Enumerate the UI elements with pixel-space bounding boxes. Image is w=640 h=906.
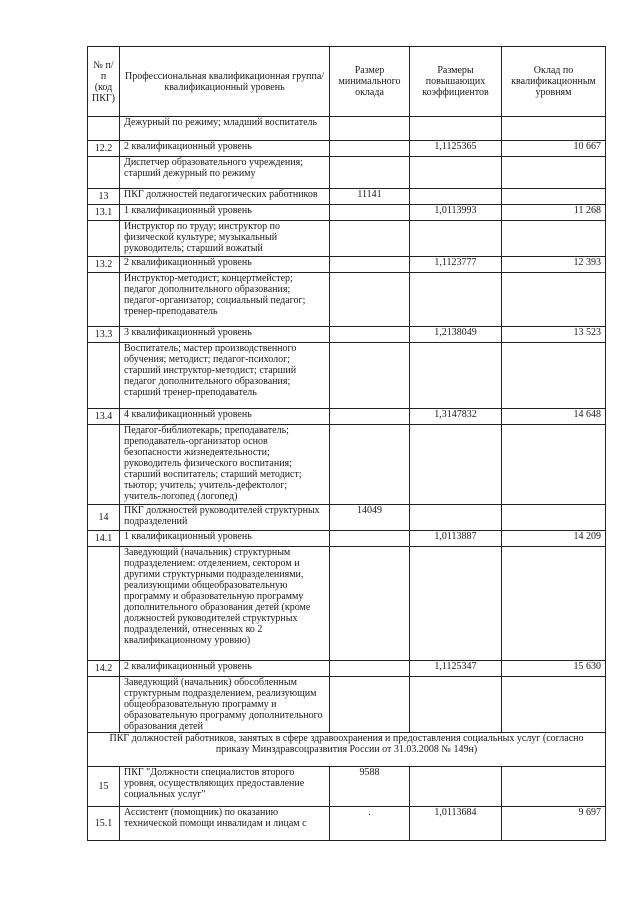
row-code xyxy=(88,117,120,141)
table-row xyxy=(88,205,606,221)
section-row xyxy=(88,733,606,767)
section-title: ПКГ должностей работников, занятых в сфере здравоохранения и предоставления социальных услуг (согласно приказу Минздравсоцразвития России от 31.03.2008 № 149н) xyxy=(88,733,606,767)
row-coefficient xyxy=(410,157,502,189)
row-name: ПКГ должностей руководителей структурных подразделений xyxy=(120,505,330,531)
table-row xyxy=(88,221,606,257)
row-min-salary xyxy=(330,327,410,343)
row-code xyxy=(88,157,120,189)
row-coefficient xyxy=(410,767,502,807)
row-name: 4 квалификационный уровень xyxy=(120,409,330,425)
row-name: 2 квалификационный уровень xyxy=(120,141,330,157)
table-row xyxy=(88,157,606,189)
header-salary: Оклад по квалификационным уровням xyxy=(502,47,606,117)
row-name: 1 квалификационный уровень xyxy=(120,205,330,221)
row-min-salary xyxy=(330,205,410,221)
row-name: 3 квалификационный уровень xyxy=(120,327,330,343)
header-group: Профессиональная квалификационная группа/квалификационный уровень xyxy=(120,47,330,117)
row-salary: 14 648 xyxy=(502,409,606,425)
row-name: ПКГ "Должности специалистов второго уровня, осуществляющих предоставление социальных услуг" xyxy=(120,767,330,807)
table-row xyxy=(88,343,606,409)
row-salary xyxy=(502,677,606,733)
row-min-salary xyxy=(330,677,410,733)
row-salary xyxy=(502,189,606,205)
row-name: 2 квалификационный уровень xyxy=(120,661,330,677)
row-code: 13.1 xyxy=(88,205,120,221)
row-coefficient: 1,1125365 xyxy=(410,141,502,157)
row-min-salary xyxy=(330,409,410,425)
row-min-salary xyxy=(330,425,410,505)
row-min-salary xyxy=(330,141,410,157)
row-min-salary xyxy=(330,661,410,677)
row-coefficient xyxy=(410,189,502,205)
header-coefficients: Размеры повышающих коэффициентов xyxy=(410,47,502,117)
row-coefficient xyxy=(410,117,502,141)
row-salary: 15 630 xyxy=(502,661,606,677)
row-coefficient: 1,0113993 xyxy=(410,205,502,221)
row-code: 13 xyxy=(88,189,120,205)
table-row xyxy=(88,505,606,531)
table-row xyxy=(88,547,606,661)
row-code: 13.3 xyxy=(88,327,120,343)
row-code: 13.4 xyxy=(88,409,120,425)
table-row xyxy=(88,531,606,547)
row-name: Воспитатель; мастер производственного обучения; методист; педагог-психолог; старший инструктор-методист; старший педагог дополнительного образования; старший тренер-преподаватель xyxy=(120,343,330,409)
row-coefficient xyxy=(410,547,502,661)
row-code: 14.1 xyxy=(88,531,120,547)
row-name: Заведующий (начальник) структурным подразделением: отделением, сектором и другими структурными подразделениями, реализующими общеобразовательную программу и образовательную программу дополнительного образования детей (кроме должностей руководителей структурных подразделений, отнесенных ко 2 квалификационному уровню) xyxy=(120,547,330,661)
row-salary xyxy=(502,505,606,531)
table-row xyxy=(88,117,606,141)
row-min-salary xyxy=(330,117,410,141)
table-row xyxy=(88,409,606,425)
row-salary xyxy=(502,221,606,257)
table-row xyxy=(88,807,606,841)
header-code: № п/п (код ПКГ) xyxy=(88,47,120,117)
row-name: 1 квалификационный уровень xyxy=(120,531,330,547)
row-coefficient xyxy=(410,425,502,505)
row-coefficient: 1,0113684 xyxy=(410,807,502,841)
table-row xyxy=(88,141,606,157)
row-salary: 14 209 xyxy=(502,531,606,547)
row-coefficient xyxy=(410,221,502,257)
row-code xyxy=(88,547,120,661)
row-coefficient: 1,1123777 xyxy=(410,257,502,273)
row-salary: 13 523 xyxy=(502,327,606,343)
table-row xyxy=(88,189,606,205)
row-min-salary: 9588 xyxy=(330,767,410,807)
row-code: 12.2 xyxy=(88,141,120,157)
row-min-salary xyxy=(330,157,410,189)
row-coefficient: 1,0113887 xyxy=(410,531,502,547)
row-name: Заведующий (начальник) обособленным структурным подразделением, реализующим общеобразовательную программу и образовательную программу дополнительного образования детей xyxy=(120,677,330,733)
row-code xyxy=(88,273,120,327)
row-name: Педагог-библиотекарь; преподаватель; преподаватель-организатор основ безопасности жизнедеятельности; руководитель физического воспитания; старший воспитатель; старший методист; тьютор; учитель; учитель-дефектолог; учитель-логопед (логопед) xyxy=(120,425,330,505)
row-salary xyxy=(502,343,606,409)
table-row xyxy=(88,767,606,807)
row-min-salary xyxy=(330,257,410,273)
row-name: 2 квалификационный уровень xyxy=(120,257,330,273)
row-name: Дежурный по режиму; младший воспитатель xyxy=(120,117,330,141)
row-coefficient: 1,2138049 xyxy=(410,327,502,343)
table-row xyxy=(88,257,606,273)
row-coefficient xyxy=(410,677,502,733)
row-code xyxy=(88,677,120,733)
row-code: 15 xyxy=(88,767,120,807)
row-salary xyxy=(502,117,606,141)
row-code xyxy=(88,221,120,257)
row-coefficient: 1,3147832 xyxy=(410,409,502,425)
row-min-salary: . xyxy=(330,807,410,841)
row-code: 14 xyxy=(88,505,120,531)
row-salary: 10 667 xyxy=(502,141,606,157)
row-name: Инструктор по труду; инструктор по физической культуре; музыкальный руководитель; старший вожатый xyxy=(120,221,330,257)
row-min-salary xyxy=(330,547,410,661)
row-coefficient xyxy=(410,343,502,409)
table-row xyxy=(88,677,606,733)
row-salary: 12 393 xyxy=(502,257,606,273)
table-row xyxy=(88,273,606,327)
row-coefficient xyxy=(410,273,502,327)
table-header-row xyxy=(88,47,606,117)
row-min-salary xyxy=(330,343,410,409)
row-code xyxy=(88,343,120,409)
table-row xyxy=(88,661,606,677)
header-min-salary: Размер минимального оклада xyxy=(330,47,410,117)
row-salary xyxy=(502,767,606,807)
row-salary: 9 697 xyxy=(502,807,606,841)
row-min-salary: 14049 xyxy=(330,505,410,531)
row-salary xyxy=(502,157,606,189)
row-min-salary: 11141 xyxy=(330,189,410,205)
row-coefficient xyxy=(410,505,502,531)
row-salary: 11 268 xyxy=(502,205,606,221)
row-name: Ассистент (помощник) по оказанию технической помощи инвалидам и лицам с xyxy=(120,807,330,841)
row-salary xyxy=(502,547,606,661)
row-min-salary xyxy=(330,221,410,257)
row-code: 14.2 xyxy=(88,661,120,677)
row-salary xyxy=(502,425,606,505)
row-min-salary xyxy=(330,273,410,327)
row-min-salary xyxy=(330,531,410,547)
salary-table xyxy=(87,46,606,841)
table-row xyxy=(88,327,606,343)
table-row xyxy=(88,425,606,505)
row-code: 13.2 xyxy=(88,257,120,273)
row-name: Диспетчер образовательного учреждения; старший дежурный по режиму xyxy=(120,157,330,189)
row-code: 15.1 xyxy=(88,807,120,841)
row-code xyxy=(88,425,120,505)
row-name: ПКГ должностей педагогических работников xyxy=(120,189,330,205)
row-salary xyxy=(502,273,606,327)
row-coefficient: 1,1125347 xyxy=(410,661,502,677)
row-name: Инструктор-методист; концертмейстер; педагог дополнительного образования; педагог-организатор; социальный педагог; тренер-преподаватель xyxy=(120,273,330,327)
